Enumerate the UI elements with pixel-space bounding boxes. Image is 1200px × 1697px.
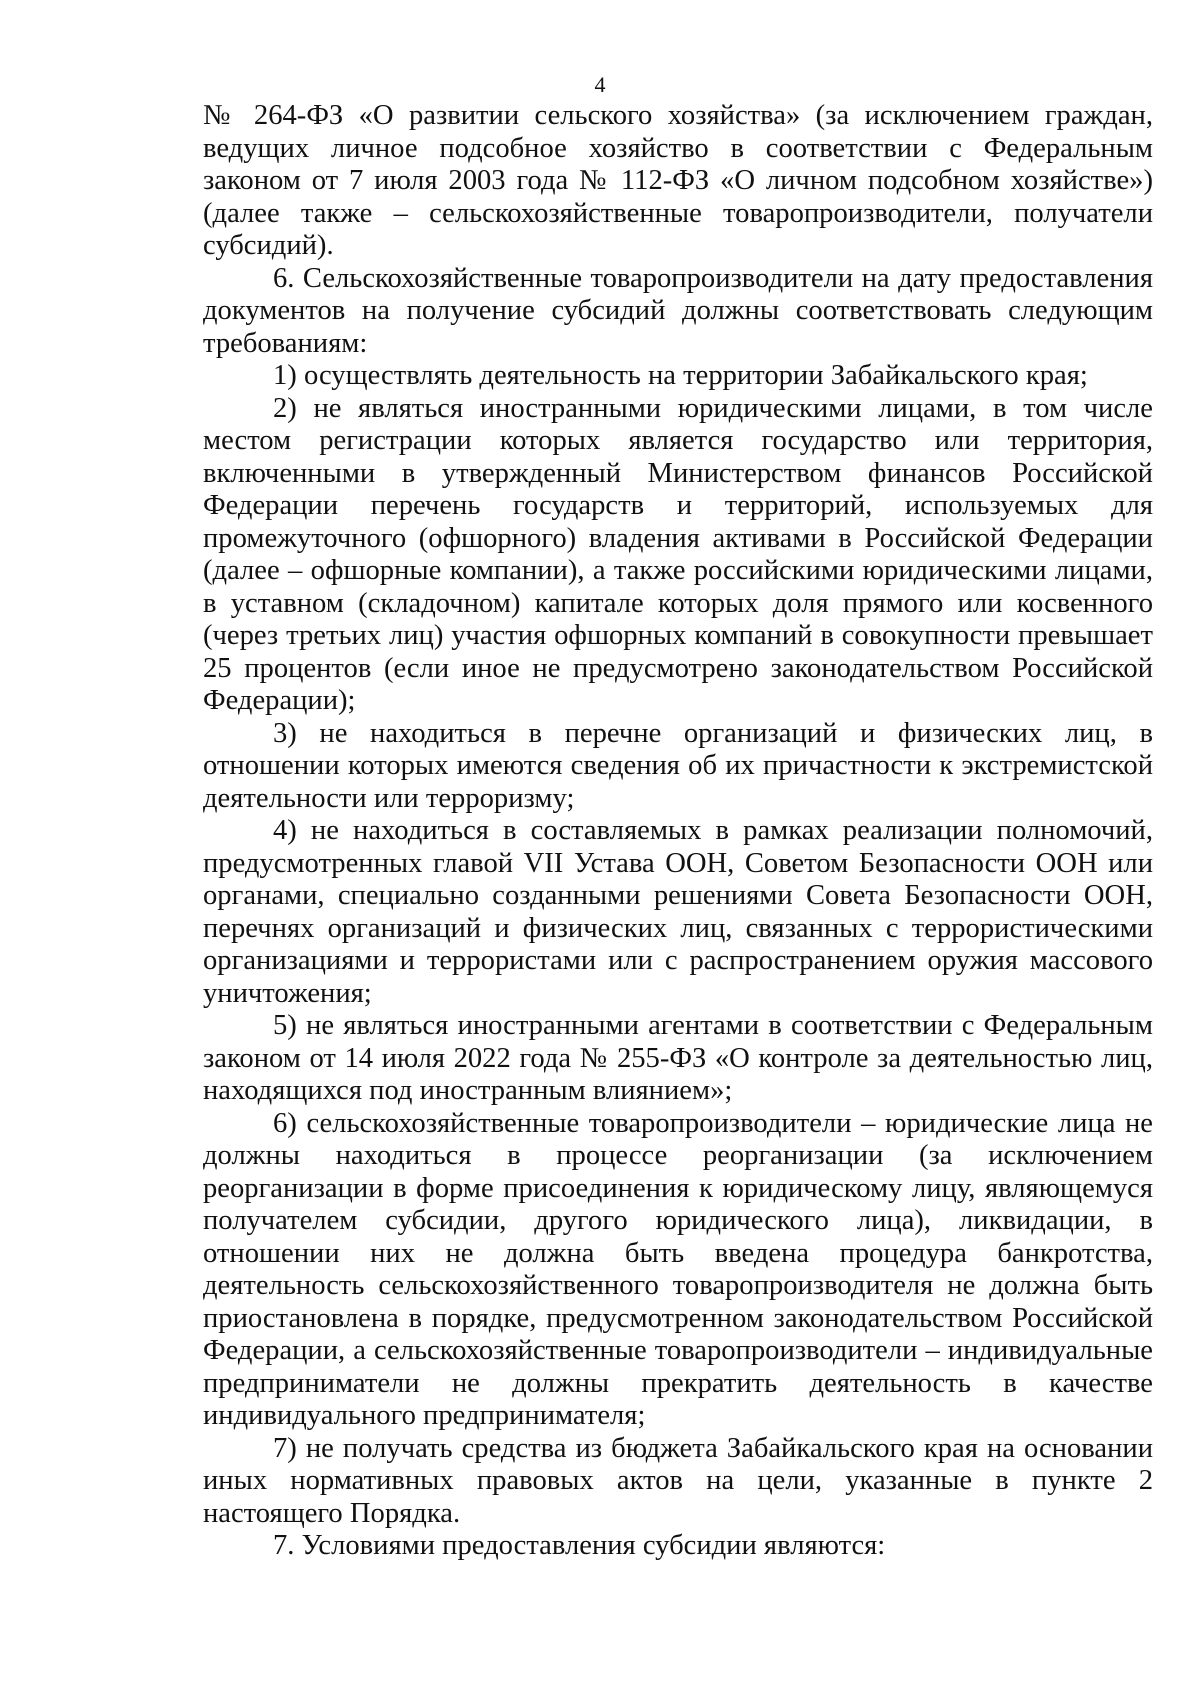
paragraph-subitem-3: 3) не находиться в перечне организаций и физических лиц, в отношении которых имеются сведения об их причастности к экстремистской деятельности или терроризму;	[203, 717, 1153, 814]
paragraph-subitem-6: 6) сельскохозяйственные товаропроизводители – юридические лица не должны находиться в процессе реорганизации (за исключением реорганизации в форме присоединения к юридическому лицу, являющемуся получателем субсидии, другого юридического лица), ликвидации, в отношении них не должна быть введена процедура банкротства, деятельность сельскохозяйственного товаропроизводителя не должна быть приостановлена в порядке, предусмотренном законодательством Российской Федерации, а сельскохозяйственные товаропроизводители – индивидуальные предприниматели не должны прекратить деятельность в качестве индивидуального предпринимателя;	[203, 1107, 1153, 1431]
paragraph-subitem-2: 2) не являться иностранными юридическими лицами, в том числе местом регистрации которых является государство или территория, включенными в утвержденный Министерством финансов Российской Федерации перечень государств и территорий, используемых для промежуточного (офшорного) владения активами в Российской Федерации (далее – офшорные компании), а также российскими юридическими лицами, в уставном (складочном) капитале которых доля прямого или косвенного (через третьих лиц) участия офшорных компаний в совокупности превышает 25 процентов (если иное не предусмотрено законодательством Российской Федерации);	[203, 392, 1153, 716]
page-number: 4	[594, 72, 606, 97]
paragraph-subitem-7: 7) не получать средства из бюджета Забайкальского края на основании иных нормативных правовых актов на цели, указанные в пункте 2 настоящего Порядка.	[203, 1432, 1153, 1529]
paragraph-item-6: 6. Сельскохозяйственные товаропроизводители на дату предоставления документов на получение субсидий должны соответствовать следующим требованиям:	[203, 262, 1153, 359]
paragraph-subitem-4: 4) не находиться в составляемых в рамках реализации полномочий, предусмотренных главой VII Устава ООН, Советом Безопасности ООН или органами, специально созданными решениями Совета Безопасности ООН, перечнях организаций и физических лиц, связанных с террористическими организациями и террористами или с распространением оружия массового уничтожения;	[203, 815, 1153, 1009]
paragraph-subitem-5: 5) не являться иностранными агентами в соответствии с Федеральным законом от 14 июля 2022 года № 255-ФЗ «О контроле за деятельностью лиц, находящихся под иностранным влиянием»;	[203, 1010, 1153, 1106]
paragraph-item-7: 7. Условиями предоставления субсидии являются:	[273, 1530, 886, 1561]
paragraph-subitem-1: 1) осуществлять деятельность на территории Забайкальского края;	[273, 360, 1088, 391]
document-body	[203, 100, 1153, 1563]
paragraph-continuation: № 264-ФЗ «О развитии сельского хозяйства» (за исключением граждан, ведущих личное подсобное хозяйство в соответствии с Федеральным законом от 7 июля 2003 года № 112-ФЗ «О личном подсобном хозяйстве») (далее также – сельскохозяйственные товаропроизводители, получатели субсидий).	[203, 100, 1153, 261]
